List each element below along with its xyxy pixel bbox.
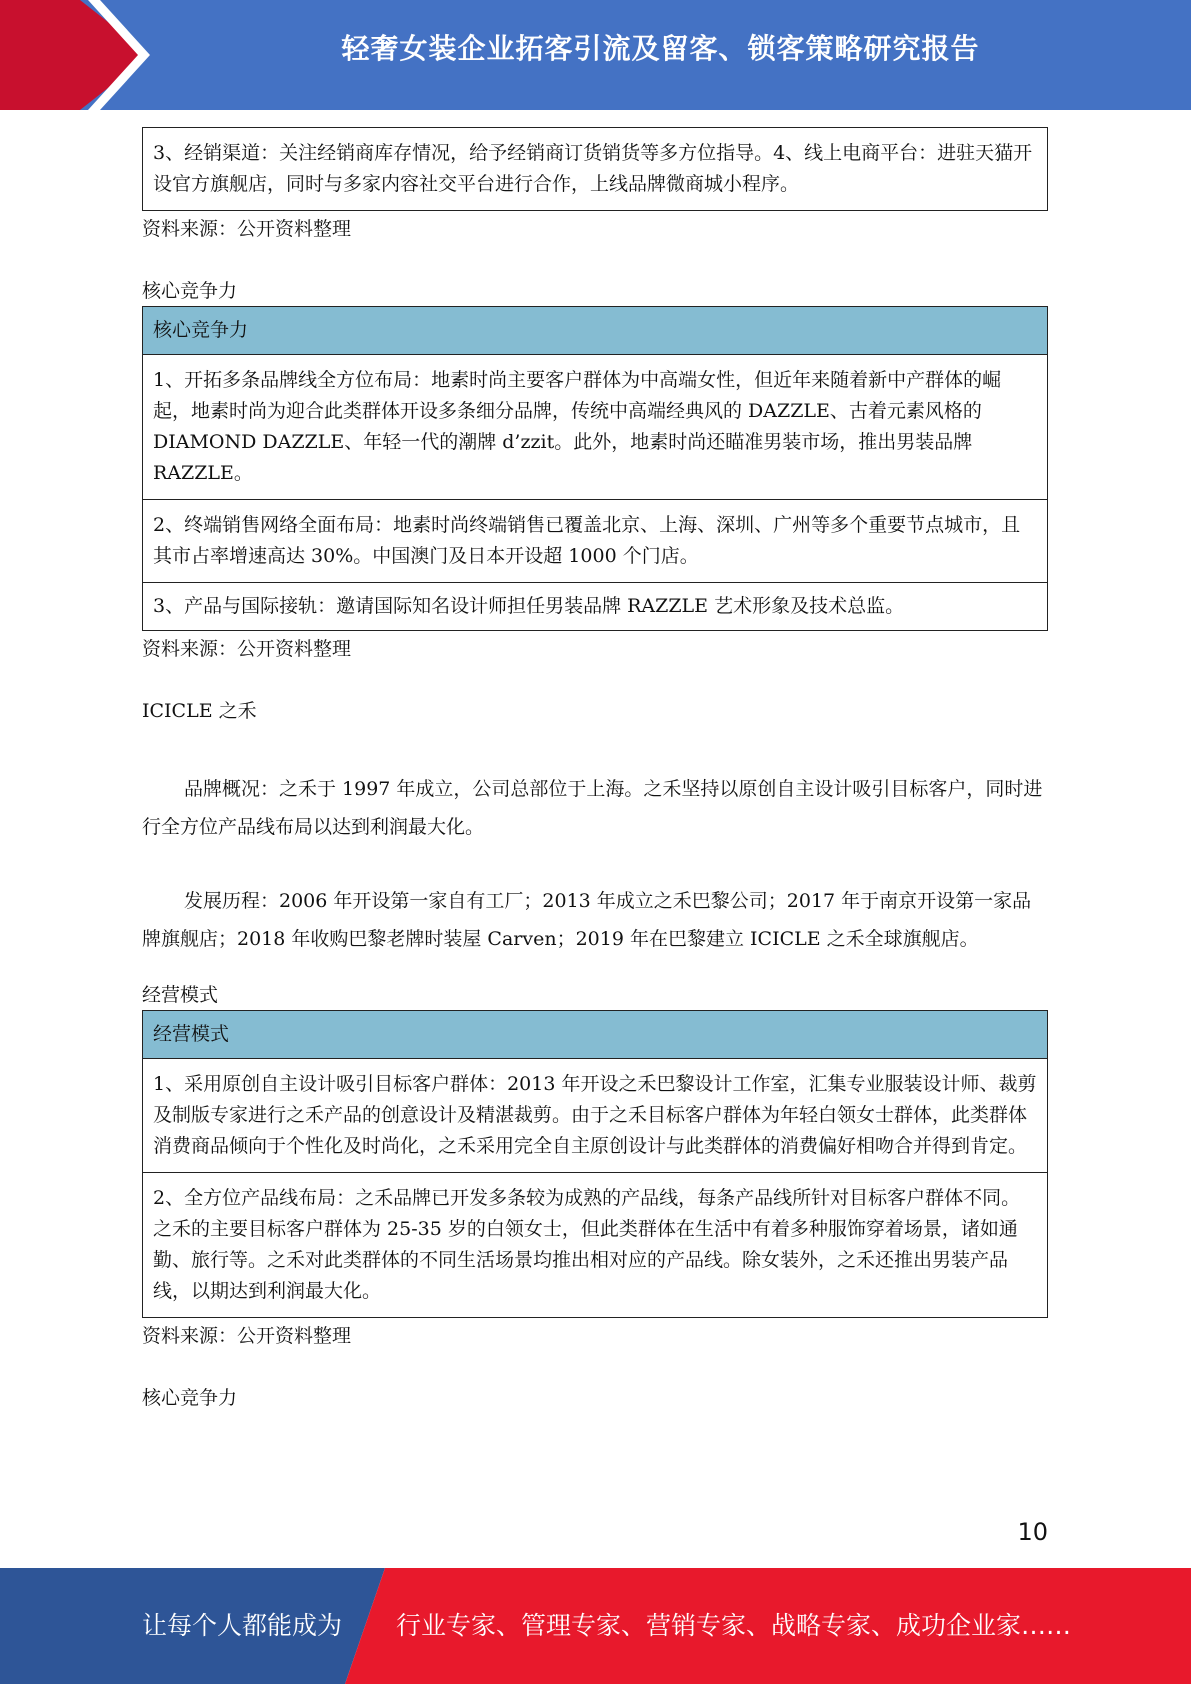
core-competence-table-1 — [142, 306, 1048, 631]
page-header — [0, 0, 1191, 110]
page-number: 10 — [1017, 1518, 1048, 1546]
footer-slogan-left: 让每个人都能成为 — [142, 1611, 343, 1640]
brand-history: 发展历程：2006 年开设第一家自有工厂；2013 年成立之禾巴黎公司；2017 年于南京开设第一家品牌旗舰店；2018 年收购巴黎老牌时装屋 Carven；2019 年在巴黎建立 ICICLE 之禾全球旗舰店。 — [142, 890, 1032, 950]
page-footer — [0, 1568, 1191, 1684]
channel-box — [142, 127, 1048, 211]
table-row: 1、开拓多条品牌线全方位布局：地素时尚主要客户群体为中高端女性，但近年来随着新中产群体的崛起，地素时尚为迎合此类群体开设多条细分品牌，传统中高端经典风的 DAZZLE、古着元素风格的 DIAMOND DAZZLE、年轻一代的潮牌 d’zzit。此外，地素时尚还瞄准男装市场，推出男装品牌 RAZZLE。 — [143, 354, 1047, 499]
table-row: 3、产品与国际接轨：邀请国际知名设计师担任男装品牌 RAZZLE 艺术形象及技术总监。 — [143, 582, 1047, 630]
source-note-1: 资料来源：公开资料整理 — [142, 218, 352, 240]
business-model-table — [142, 1010, 1048, 1318]
brand-title: ICICLE 之禾 — [142, 700, 257, 722]
table-header: 核心竞争力 — [143, 307, 1047, 354]
footer-slogan-right: 行业专家、管理专家、营销专家、战略专家、成功企业家…… — [396, 1611, 1072, 1640]
core-competence-label-2: 核心竞争力 — [142, 1387, 238, 1409]
core-competence-label-1: 核心竞争力 — [142, 280, 238, 302]
table-row: 2、终端销售网络全面布局：地素时尚终端销售已覆盖北京、上海、深圳、广州等多个重要节点城市，且其市占率增速高达 30%。中国澳门及日本开设超 1000 个门店。 — [143, 499, 1047, 582]
brand-overview: 品牌概况：之禾于 1997 年成立，公司总部位于上海。之禾坚持以原创自主设计吸引目标客户，同时进行全方位产品线布局以达到利润最大化。 — [142, 778, 1043, 838]
table-row: 1、采用原创自主设计吸引目标客户群体：2013 年开设之禾巴黎设计工作室，汇集专业服装设计师、裁剪及制版专家进行之禾产品的创意设计及精湛裁剪。由于之禾目标客户群体为年轻白领女士群体，此类群体消费商品倾向于个性化及时尚化，之禾采用完全自主原创设计与此类群体的消费偏好相吻合并得到肯定。 — [143, 1058, 1047, 1172]
page-content — [142, 127, 1048, 1413]
table-header: 经营模式 — [143, 1011, 1047, 1058]
table-row: 2、全方位产品线布局：之禾品牌已开发多条较为成熟的产品线，每条产品线所针对目标客户群体不同。之禾的主要目标客户群体为 25-35 岁的白领女士，但此类群体在生活中有着多种服饰穿着场景，诸如通勤、旅行等。之禾对此类群体的不同生活场景均推出相对应的产品线。除女装外，之禾还推出男装产品线，以期达到利润最大化。 — [143, 1172, 1047, 1317]
source-note-2: 资料来源：公开资料整理 — [142, 638, 352, 660]
source-note-3: 资料来源：公开资料整理 — [142, 1325, 352, 1347]
report-title: 轻奢女装企业拓客引流及留客、锁客策略研究报告 — [341, 32, 980, 65]
channel-text: 3、经销渠道：关注经销商库存情况，给予经销商订货销货等多方位指导。4、线上电商平台：进驻天猫开设官方旗舰店，同时与多家内容社交平台进行合作，上线品牌微商城小程序。 — [153, 142, 1033, 195]
business-model-label: 经营模式 — [142, 984, 219, 1006]
